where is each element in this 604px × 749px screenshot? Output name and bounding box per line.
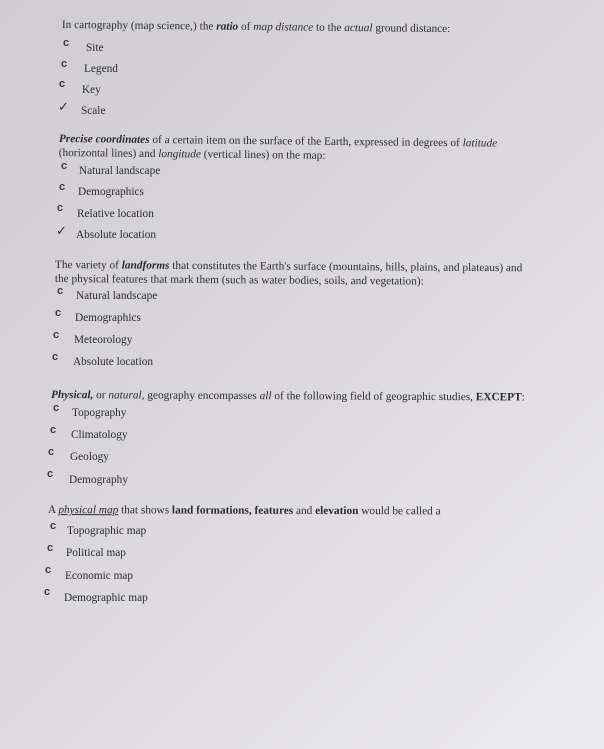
- option-label: Climatology: [71, 429, 128, 441]
- option-label: Key: [82, 84, 101, 96]
- question-text: [55, 258, 522, 289]
- option-label: Absolute location: [73, 356, 154, 368]
- radio-icon[interactable]: c: [53, 402, 60, 414]
- question-text: [59, 132, 498, 165]
- question-text-part: that constitutes the Earth's surface (mountains, hills, plains, and plateaus) and: [169, 259, 523, 275]
- question-text-part: to the: [313, 21, 345, 34]
- question-text-part: EXCEPT: [475, 391, 522, 404]
- question-text: [51, 388, 525, 404]
- question-text-part: elevation: [315, 504, 359, 518]
- question-text-part: ground distance:: [372, 22, 451, 36]
- question-text-part: land formations, features: [171, 504, 294, 517]
- checkmark-icon[interactable]: ✓: [58, 99, 69, 114]
- option-label: Relative location: [77, 208, 154, 220]
- option-label: Absolute location: [76, 229, 157, 241]
- question-text-part: (vertical lines) on the map:: [200, 148, 326, 162]
- question-text-part: all: [259, 390, 272, 403]
- option-label: Geology: [70, 451, 109, 463]
- option-label: Meteorology: [74, 334, 133, 346]
- question-text: [62, 18, 451, 36]
- radio-icon[interactable]: c: [55, 307, 62, 319]
- question-text-part: physical map: [58, 504, 119, 517]
- radio-icon[interactable]: c: [50, 520, 57, 532]
- option-label: Natural landscape: [76, 290, 158, 302]
- option-label: Demography: [69, 474, 128, 486]
- question-text-part: :: [521, 391, 525, 404]
- radio-icon[interactable]: c: [63, 37, 70, 49]
- option-label: Topography: [72, 407, 127, 419]
- question-text-part: actual: [344, 21, 373, 35]
- question-text-part: of the following field of geographic studies,: [271, 390, 476, 404]
- radio-icon[interactable]: c: [57, 202, 64, 214]
- radio-icon[interactable]: c: [45, 564, 52, 576]
- question-text-part: latitude: [462, 137, 498, 150]
- question-text-part: (horizontal lines) and: [58, 146, 159, 161]
- radio-icon[interactable]: c: [44, 586, 51, 598]
- radio-icon[interactable]: c: [57, 285, 64, 297]
- question-text-part: The variety of: [54, 258, 122, 272]
- question-text-part: of a certain item on the surface of the Earth, expressed in degrees of: [149, 133, 463, 150]
- question-text-part: landforms: [121, 259, 170, 272]
- checkmark-icon[interactable]: ✓: [56, 223, 67, 238]
- option-label: Scale: [81, 105, 106, 117]
- radio-icon[interactable]: c: [61, 58, 68, 70]
- question-text-part: and: [293, 504, 316, 517]
- radio-icon[interactable]: c: [61, 160, 68, 172]
- question-text: [48, 503, 441, 518]
- radio-icon[interactable]: c: [52, 351, 59, 363]
- question-text-part: natural,: [108, 389, 145, 402]
- radio-icon[interactable]: c: [50, 424, 57, 436]
- question-text-part: geography encompasses: [144, 389, 260, 403]
- radio-icon[interactable]: c: [47, 468, 54, 480]
- question-text-part: Precise coordinates: [58, 132, 150, 146]
- option-label: Demographics: [78, 186, 144, 198]
- radio-icon[interactable]: c: [47, 542, 54, 554]
- radio-icon[interactable]: c: [59, 181, 66, 193]
- radio-icon[interactable]: c: [53, 329, 60, 341]
- option-label: Political map: [66, 547, 126, 559]
- option-label: Demographics: [75, 312, 141, 324]
- question-text-part: In cartography (map science,) the: [61, 18, 217, 33]
- question-text-part: A: [47, 504, 59, 517]
- option-label: Natural landscape: [79, 165, 161, 177]
- question-text-part: longitude: [158, 148, 201, 161]
- question-text-part: would be called a: [358, 505, 441, 518]
- question-text-part: ratio: [216, 20, 239, 33]
- question-text-part: the physical features that mark them (such as water bodies, soils, and vegetation):: [54, 272, 424, 288]
- question-text-part: that shows: [118, 504, 172, 517]
- option-label: Demographic map: [64, 592, 148, 604]
- radio-icon[interactable]: c: [59, 78, 66, 90]
- option-label: Site: [86, 42, 104, 54]
- question-text-part: of: [238, 20, 254, 34]
- question-text-part: or: [93, 389, 109, 402]
- question-text-part: Physical,: [50, 389, 94, 402]
- radio-icon[interactable]: c: [48, 446, 55, 458]
- option-label: Economic map: [65, 570, 134, 582]
- option-label: Legend: [84, 63, 118, 75]
- question-text-part: map distance: [253, 21, 314, 34]
- option-label: Topographic map: [67, 525, 147, 537]
